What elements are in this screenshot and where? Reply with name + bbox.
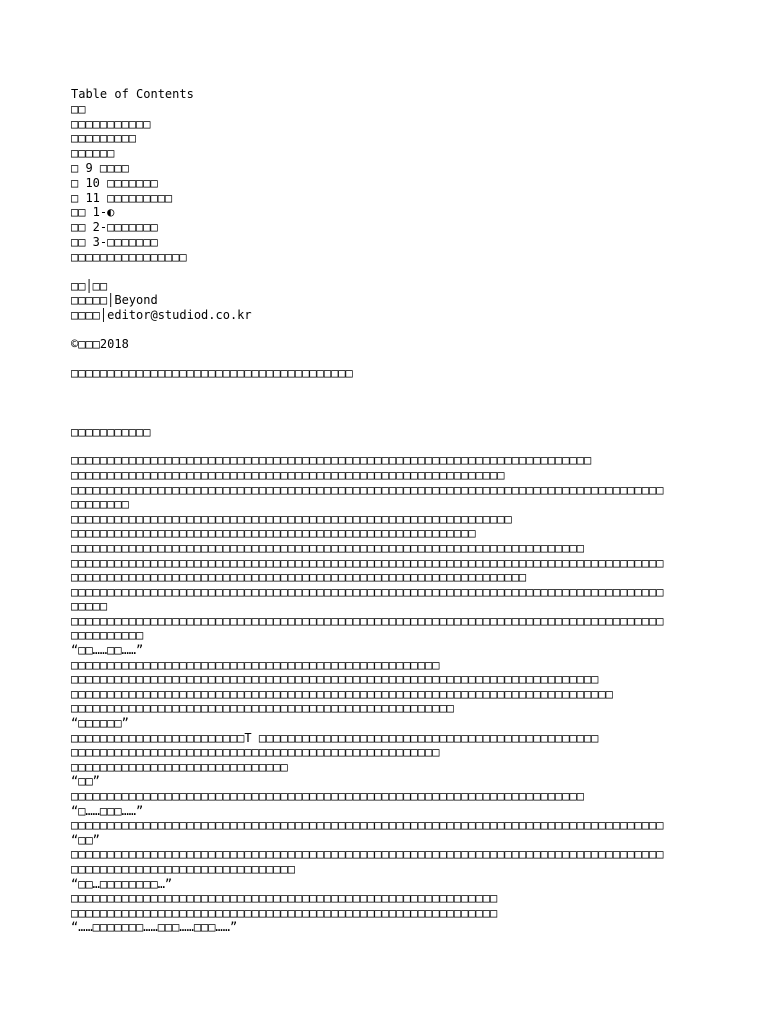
paragraph-line: □□□□□□□□ [71, 497, 129, 512]
toc-item[interactable]: □ 11 □□□□□□□□□ [71, 190, 173, 205]
paragraph-line: □□□□□□□□□□□□□□□□□□□□□□□□□□□□□□□□□□□□□□□□□□□□□□□□□□□□□□□□ [71, 526, 476, 541]
dialogue-line: “□□” [71, 832, 100, 847]
paragraph-line: □□□□□□□□□□□□□□□□□□□□□□□□□□□□□□□□□□□□□□□□□□□□□□□□□□□□□□□□□□□□□□□ [71, 570, 527, 585]
dialogue-line: “□□……□□……” [71, 643, 144, 658]
paragraph-line: □□□□□□□□□□□□□□□□□□□□□□□□□□□□□□□ [71, 861, 295, 876]
paragraph-line: □□□□□□□□□□□□□□□□□□□□□□□□□□□□□□□□□□□□□□□□□□□□□□□□□□□ [71, 657, 440, 672]
toc-item[interactable]: □□□□□□□□□ [71, 131, 137, 146]
toc-item[interactable]: □□ 3-□□□□□□□ [71, 234, 158, 249]
toc-item[interactable]: □ 10 □□□□□□□ [71, 175, 158, 190]
spacer [71, 381, 711, 425]
paragraph-line: □□□□□□□□□□□□□□□□□□□□□□□□□□□□□□ [71, 759, 288, 774]
paragraph-line: □□□□□□□□□□ [71, 628, 144, 643]
paragraph-line: □□□□□□□□□□□□□□□□□□□□□□□□□□□□□□□□□□□□□□□□□□□□□□□□□□□□□□□□□□□□□□□□□□□□□□□□□□□ [71, 686, 613, 701]
chapter-heading: □□□□□□□□□□□ [71, 424, 151, 439]
toc-item[interactable]: □ 9 □□□□ [71, 160, 129, 175]
paragraph-line: □□□□□□□□□□□□□□□□□□□□□□□□□□□□□□□□□□□□□□□□□□□□□□□□□□□□□□□□□□□□□□□□□□□□□□□□□□□□□□□□□□ [71, 584, 664, 599]
spacer [71, 352, 711, 366]
credit-line: □□□□│editor@studiod.co.kr [71, 308, 252, 323]
paragraph-line: □□□□□□□□□□□□□□□□□□□□□□□□□□□□□□□□□□□□□□□□□□□□□□□□□□□□□□□□□□□□□□□□□□□□□□□□□□□□□□□□□□ [71, 555, 664, 570]
copyright-line: ©□□□2018 [71, 336, 129, 351]
paragraph-line: □□□□□□□□□□□□□□□□□□□□□□□□□□□□□□□□□□□□□□□□□□□□□□□□□□□□□□□□□□□□□ [71, 511, 512, 526]
toc-item[interactable]: □□ 2-□□□□□□□ [71, 220, 158, 235]
spacer [71, 265, 711, 279]
dedication-line: □□□□□□□□□□□□□□□□□□□□□□□□□□□□□□□□□□□□□□□ [71, 365, 353, 380]
paragraph-line: □□□□□□□□□□□□□□□□□□□□□□□□□□□□□□□□□□□□□□□□□□□□□□□□□□□□□□□□□□□□□□□□□□□□□□□□□□□□□□□□□□ [71, 847, 664, 862]
paragraph-line: □□□□□□□□□□□□□□□□□□□□□□□□□□□□□□□□□□□□□□□□□□□□□□□□□□□□□□□□□□□ [71, 905, 498, 920]
paragraph-line: □□□□□□□□□□□□□□□□□□□□□□□□□□□□□□□□□□□□□□□□□□□□□□□□□□□□□□□□□□□□□□□□□□□□□□□ [71, 789, 584, 803]
paragraph-line: □□□□□□□□□□□□□□□□□□□□□□□□□□□□□□□□□□□□□□□□□□□□□□□□□□□□□□□□□□□□□□□□□□□□□□□□□□□□□□□□□□ [71, 613, 664, 628]
toc-title: Table of Contents [71, 87, 194, 101]
paragraph-line: □□□□□ [71, 599, 108, 614]
credit-line: □□│□□ [71, 278, 108, 293]
paragraph-line: □□□□□□□□□□□□□□□□□□□□□□□□□□□□□□□□□□□□□□□□□□□□□□□□□□□□□□□□□□□□ [71, 467, 505, 482]
body-text [71, 453, 711, 935]
toc-item[interactable]: □□□□□□ [71, 146, 115, 161]
paragraph-line: □□□□□□□□□□□□□□□□□□□□□□□□T □□□□□□□□□□□□□□□□□□□□□□□□□□□□□□□□□□□□□□□□□□□□□□□ [71, 730, 599, 745]
paragraph-line: □□□□□□□□□□□□□□□□□□□□□□□□□□□□□□□□□□□□□□□□□□□□□□□□□□□□□□□□□□□□□□□□□□□□□□□ [71, 540, 584, 555]
document-page [71, 87, 711, 935]
toc-item[interactable]: □□□□□□□□□□□□□□□□ [71, 249, 187, 264]
paragraph-line: □□□□□□□□□□□□□□□□□□□□□□□□□□□□□□□□□□□□□□□□□□□□□□□□□□□ [71, 745, 440, 760]
toc-item[interactable]: □□ [71, 101, 86, 116]
table-of-contents [71, 87, 711, 265]
dialogue-line: “□……□□□……” [71, 803, 144, 818]
toc-item[interactable]: □□ 1-◐ [71, 205, 115, 220]
paragraph-line: □□□□□□□□□□□□□□□□□□□□□□□□□□□□□□□□□□□□□□□□□□□□□□□□□□□□□□□□□□□□□□□□□□□□□□□□□□□□□□□□□□ [71, 482, 664, 497]
credit-line: □□□□□│Beyond [71, 293, 158, 308]
toc-item[interactable]: □□□□□□□□□□□ [71, 116, 151, 131]
spacer [71, 323, 711, 337]
paragraph-line: □□□□□□□□□□□□□□□□□□□□□□□□□□□□□□□□□□□□□□□□□□□□□□□□□□□□□□□□□□□ [71, 891, 498, 906]
dialogue-line: “□□” [71, 774, 100, 789]
paragraph-line: □□□□□□□□□□□□□□□□□□□□□□□□□□□□□□□□□□□□□□□□□□□□□□□□□□□□□□□□□□□□□□□□□□□□□□□□□ [71, 672, 599, 687]
dialogue-line: “□□…□□□□□□□□…” [71, 876, 173, 891]
credits-block [71, 279, 711, 352]
paragraph-line: □□□□□□□□□□□□□□□□□□□□□□□□□□□□□□□□□□□□□□□□□□□□□□□□□□□□□□□□□□□□□□□□□□□□□□□□□□□□□□□□□□ [71, 818, 664, 833]
paragraph-line: □□□□□□□□□□□□□□□□□□□□□□□□□□□□□□□□□□□□□□□□□□□□□□□□□□□□□ [71, 701, 454, 716]
dialogue-line: “□□□□□□” [71, 716, 129, 731]
dialogue-line: “……□□□□□□□……□□□……□□□……” [71, 920, 238, 935]
spacer [71, 439, 711, 453]
paragraph-line: □□□□□□□□□□□□□□□□□□□□□□□□□□□□□□□□□□□□□□□□□□□□□□□□□□□□□□□□□□□□□□□□□□□□□□□□ [71, 453, 592, 468]
